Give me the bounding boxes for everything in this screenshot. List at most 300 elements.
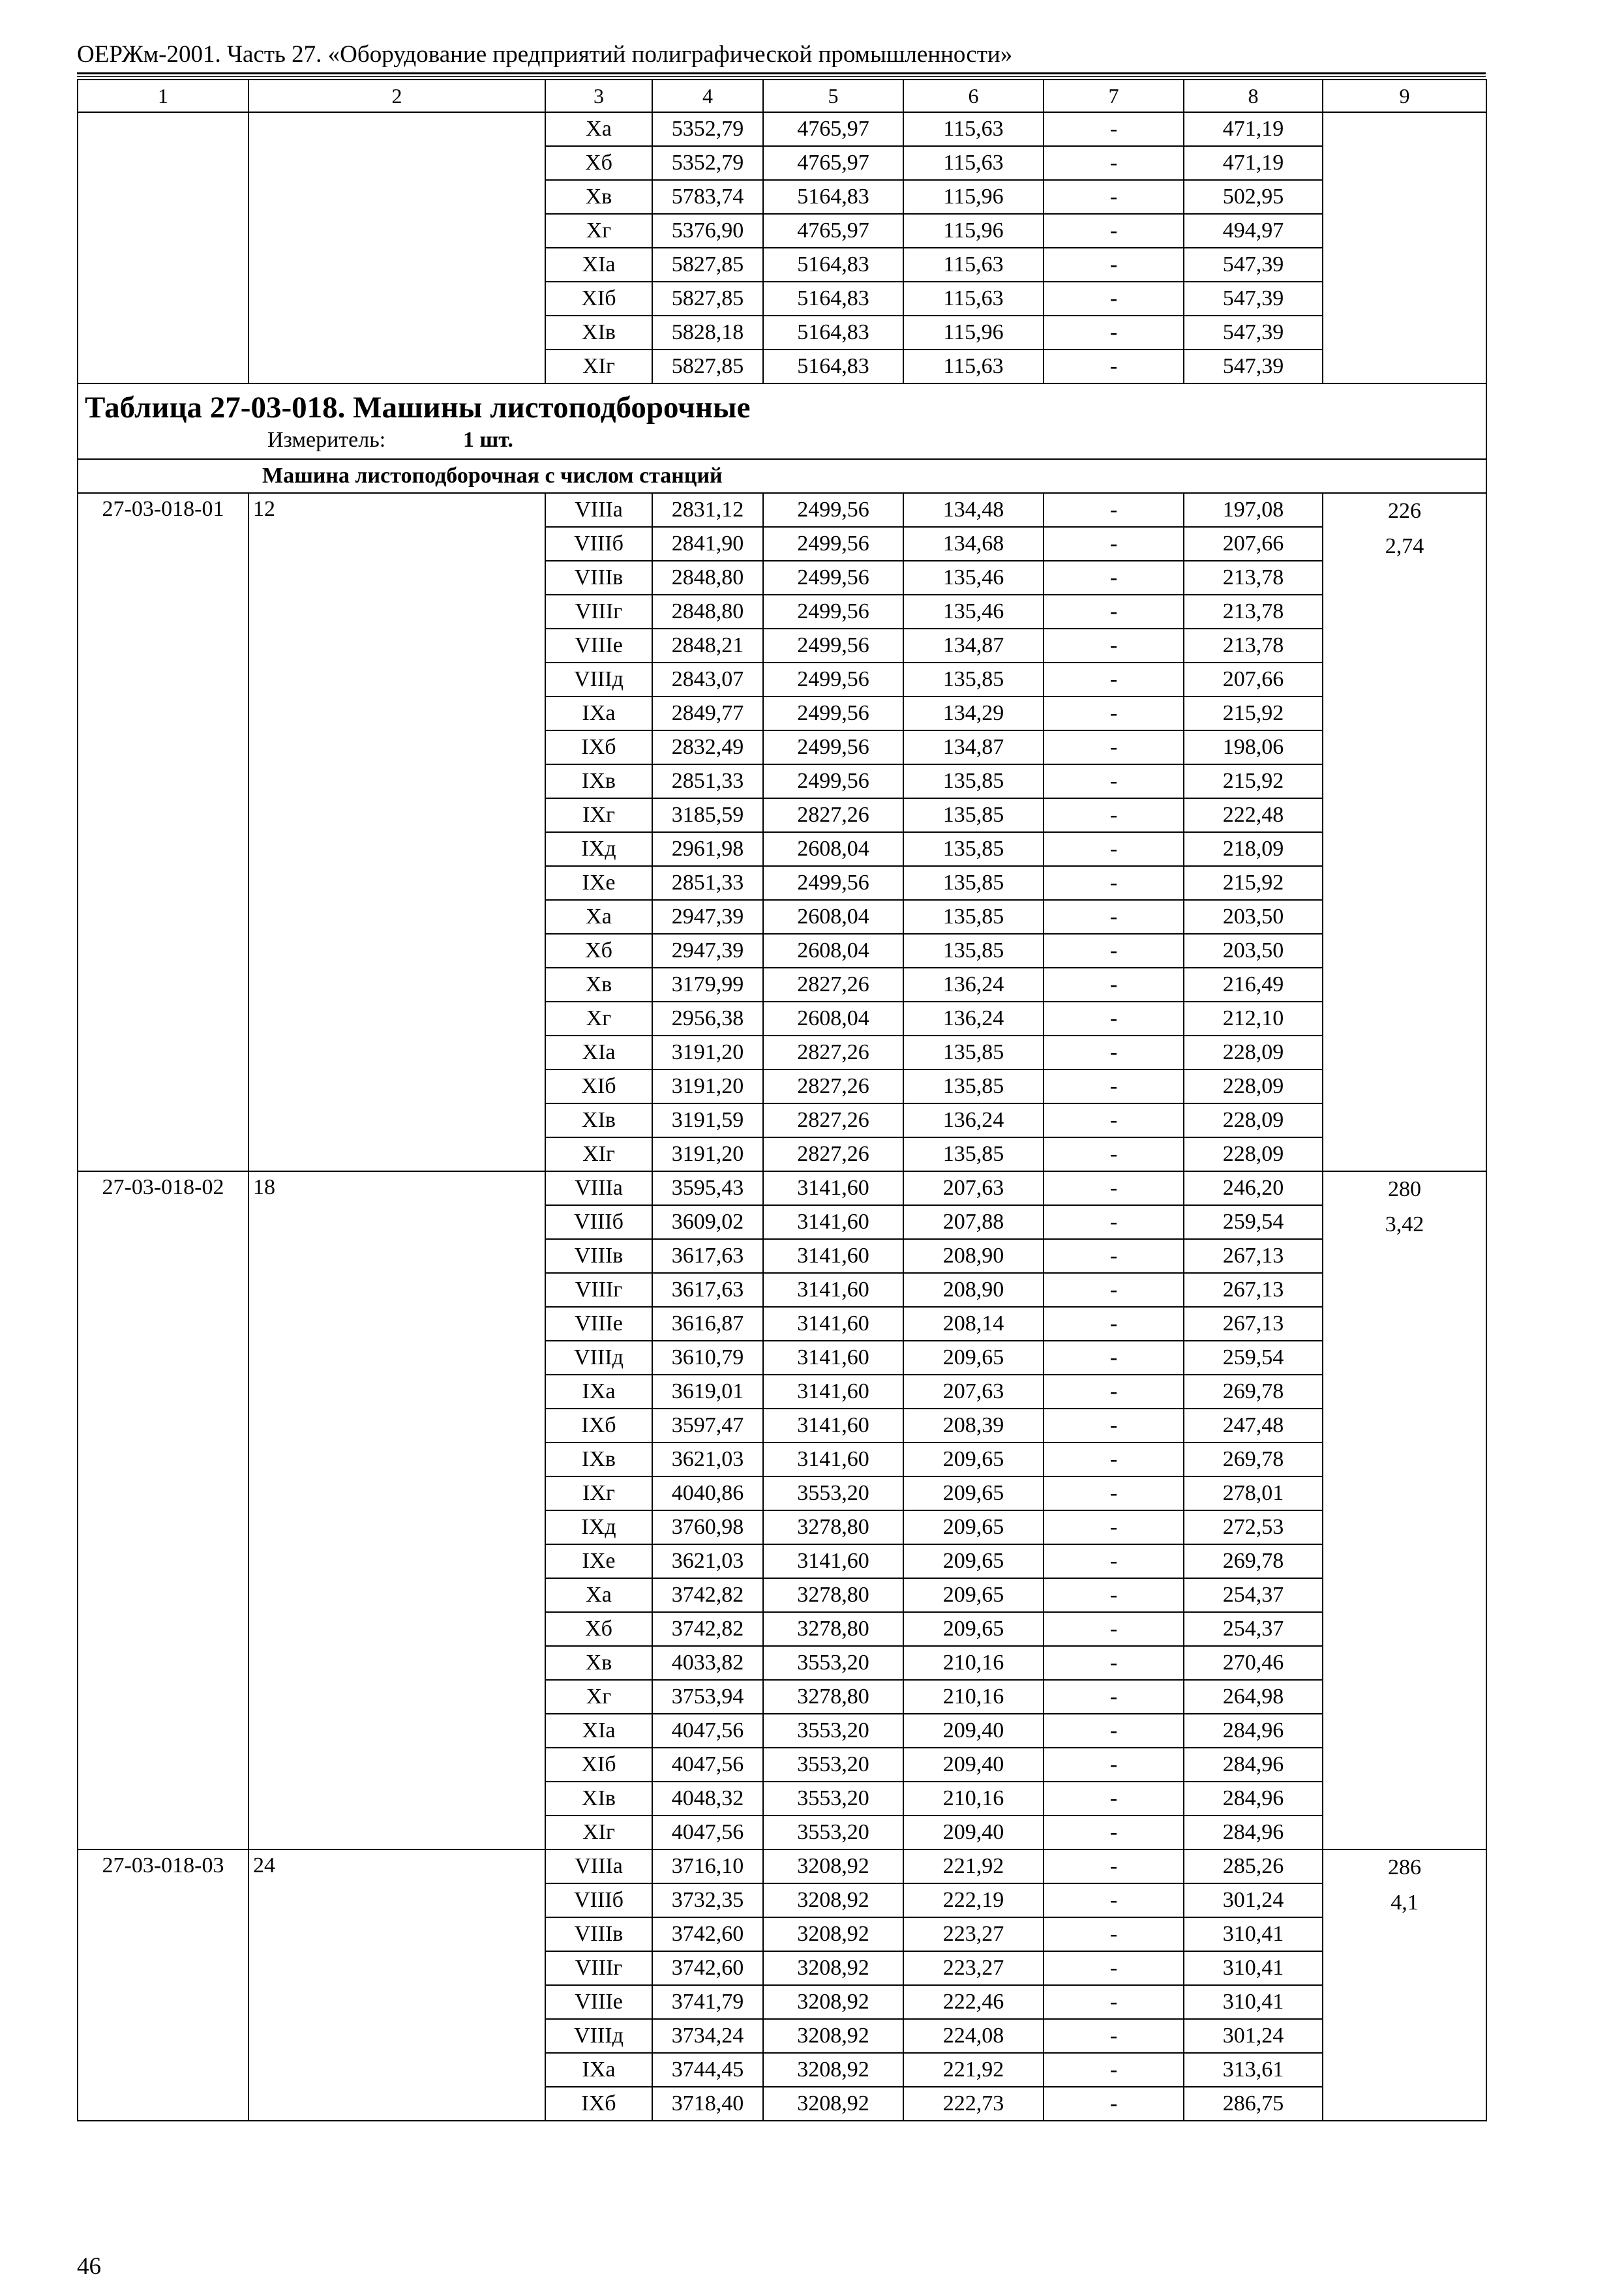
column-number-cell: 4	[652, 80, 763, 112]
value-cell: VIIIв	[545, 1239, 652, 1273]
value-cell: XIв	[545, 1782, 652, 1816]
page-number: 46	[77, 2253, 101, 2280]
column-number-row	[78, 80, 1486, 112]
value-cell: -	[1044, 595, 1184, 629]
col9-value: 280	[1388, 1177, 1421, 1201]
value-cell: 2841,90	[652, 527, 763, 561]
code-cell: 27-03-018-01	[78, 493, 248, 1171]
value-cell: 270,46	[1184, 1646, 1323, 1680]
value-cell: IXв	[545, 1443, 652, 1476]
value-cell: XIв	[545, 316, 652, 350]
value-cell: 547,39	[1184, 248, 1323, 282]
value-cell: 222,48	[1184, 798, 1323, 832]
value-cell: 203,50	[1184, 934, 1323, 968]
value-cell: 2499,56	[763, 866, 903, 900]
value-cell: 215,92	[1184, 764, 1323, 798]
value-cell: -	[1044, 730, 1184, 764]
value-cell: 210,16	[903, 1782, 1044, 1816]
value-cell: -	[1044, 1341, 1184, 1375]
value-cell: IXe	[545, 866, 652, 900]
value-cell: -	[1044, 1646, 1184, 1680]
col9-cell	[1323, 1171, 1486, 1849]
value-cell: 221,92	[903, 2053, 1044, 2087]
value-cell: -	[1044, 629, 1184, 663]
value-cell: VIIIг	[545, 1951, 652, 1985]
col9-value: 286	[1388, 1855, 1421, 1879]
value-cell: 269,78	[1184, 1443, 1323, 1476]
value-cell: -	[1044, 764, 1184, 798]
value-cell: 3208,92	[763, 1849, 903, 1883]
value-cell: 197,08	[1184, 493, 1323, 527]
value-cell: 3742,60	[652, 1917, 763, 1951]
value-cell: 207,63	[903, 1171, 1044, 1205]
value-cell: 136,24	[903, 1103, 1044, 1137]
value-cell: -	[1044, 1273, 1184, 1307]
value-cell: -	[1044, 282, 1184, 316]
value-cell: 3141,60	[763, 1307, 903, 1341]
value-cell: -	[1044, 2053, 1184, 2087]
value-cell: Xa	[545, 112, 652, 146]
value-cell: -	[1044, 1070, 1184, 1103]
stations-cell: 24	[248, 1849, 545, 2121]
value-cell: 278,01	[1184, 1476, 1323, 1510]
value-cell: VIIIд	[545, 663, 652, 696]
value-cell: 3191,59	[652, 1103, 763, 1137]
value-cell: -	[1044, 866, 1184, 900]
value-cell: 3617,63	[652, 1273, 763, 1307]
measure-row	[85, 426, 1479, 458]
value-cell: 2827,26	[763, 1070, 903, 1103]
value-cell: -	[1044, 146, 1184, 180]
value-cell: VIIIб	[545, 1883, 652, 1917]
value-cell: 313,61	[1184, 2053, 1323, 2087]
value-cell: 5352,79	[652, 146, 763, 180]
value-cell: 209,65	[903, 1510, 1044, 1544]
value-cell: 135,46	[903, 561, 1044, 595]
value-cell: 3718,40	[652, 2087, 763, 2121]
col9-value: 4,1	[1391, 1891, 1419, 1915]
value-cell: -	[1044, 798, 1184, 832]
value-cell: 3185,59	[652, 798, 763, 832]
value-cell: -	[1044, 1612, 1184, 1646]
value-cell: IXe	[545, 1544, 652, 1578]
value-cell: -	[1044, 350, 1184, 383]
value-cell: 222,46	[903, 1985, 1044, 2019]
code-cell: 27-03-018-02	[78, 1171, 248, 1849]
value-cell: 115,63	[903, 112, 1044, 146]
column-number-cell: 7	[1044, 80, 1184, 112]
value-cell: 4047,56	[652, 1748, 763, 1782]
value-cell: Xa	[545, 1578, 652, 1612]
value-cell: 4048,32	[652, 1782, 763, 1816]
value-cell: Xб	[545, 146, 652, 180]
value-cell: 2947,39	[652, 900, 763, 934]
col9-cell	[1323, 493, 1486, 1171]
column-number-cell: 9	[1323, 80, 1486, 112]
code-cell	[78, 112, 248, 383]
value-cell: 134,87	[903, 629, 1044, 663]
value-cell: 3553,20	[763, 1816, 903, 1849]
value-cell: 259,54	[1184, 1341, 1323, 1375]
value-cell: 267,13	[1184, 1307, 1323, 1341]
value-cell: 135,85	[903, 1036, 1044, 1070]
value-cell: -	[1044, 1443, 1184, 1476]
value-cell: 3553,20	[763, 1646, 903, 1680]
value-cell: 2848,80	[652, 561, 763, 595]
value-cell: 3208,92	[763, 2019, 903, 2053]
value-cell: Xв	[545, 1646, 652, 1680]
value-cell: 4047,56	[652, 1714, 763, 1748]
value-cell: Xг	[545, 1680, 652, 1714]
value-cell: 2499,56	[763, 561, 903, 595]
value-cell: IXб	[545, 2087, 652, 2121]
value-cell: -	[1044, 1205, 1184, 1239]
value-cell: 3753,94	[652, 1680, 763, 1714]
value-cell: 3744,45	[652, 2053, 763, 2087]
measure-label: Измеритель:	[267, 428, 386, 452]
value-cell: 209,65	[903, 1612, 1044, 1646]
value-cell: 115,63	[903, 350, 1044, 383]
value-cell: 5827,85	[652, 350, 763, 383]
value-cell: 228,09	[1184, 1036, 1323, 1070]
value-cell: 3553,20	[763, 1782, 903, 1816]
value-cell: 3621,03	[652, 1544, 763, 1578]
value-cell: 272,53	[1184, 1510, 1323, 1544]
value-cell: 221,92	[903, 1849, 1044, 1883]
header-rule-thin	[77, 76, 1486, 77]
code-cell: 27-03-018-03	[78, 1849, 248, 2121]
value-cell: 208,90	[903, 1239, 1044, 1273]
value-cell: 3595,43	[652, 1171, 763, 1205]
value-cell: 3141,60	[763, 1409, 903, 1443]
value-cell: VIIIa	[545, 493, 652, 527]
col9-value: 3,42	[1385, 1212, 1424, 1236]
value-cell: 209,65	[903, 1544, 1044, 1578]
value-cell: VIIIa	[545, 1849, 652, 1883]
value-cell: 4765,97	[763, 112, 903, 146]
value-cell: 2827,26	[763, 968, 903, 1002]
value-cell: 210,16	[903, 1646, 1044, 1680]
value-cell: 213,78	[1184, 629, 1323, 663]
value-cell: 254,37	[1184, 1578, 1323, 1612]
value-cell: -	[1044, 1409, 1184, 1443]
value-cell: 207,88	[903, 1205, 1044, 1239]
value-cell: 136,24	[903, 968, 1044, 1002]
value-cell: 246,20	[1184, 1171, 1323, 1205]
value-cell: VIIIa	[545, 1171, 652, 1205]
value-cell: 215,92	[1184, 866, 1323, 900]
value-cell: Xв	[545, 968, 652, 1002]
value-cell: 2832,49	[652, 730, 763, 764]
column-number-cell: 6	[903, 80, 1044, 112]
value-cell: -	[1044, 112, 1184, 146]
value-cell: -	[1044, 1578, 1184, 1612]
value-cell: 135,85	[903, 764, 1044, 798]
value-cell: 3141,60	[763, 1205, 903, 1239]
value-cell: 134,29	[903, 696, 1044, 730]
value-cell: Xa	[545, 900, 652, 934]
value-cell: -	[1044, 1002, 1184, 1036]
value-cell: 5827,85	[652, 248, 763, 282]
value-cell: 3208,92	[763, 1951, 903, 1985]
value-cell: 4765,97	[763, 214, 903, 248]
value-cell: 228,09	[1184, 1070, 1323, 1103]
value-cell: 2827,26	[763, 1137, 903, 1171]
value-cell: 2831,12	[652, 493, 763, 527]
value-cell: 5828,18	[652, 316, 763, 350]
value-cell: 222,19	[903, 1883, 1044, 1917]
value-cell: 3208,92	[763, 2087, 903, 2121]
value-cell: 2851,33	[652, 764, 763, 798]
value-cell: 3179,99	[652, 968, 763, 1002]
value-cell: 5164,83	[763, 316, 903, 350]
value-cell: 3553,20	[763, 1748, 903, 1782]
value-cell: 284,96	[1184, 1816, 1323, 1849]
value-cell: 213,78	[1184, 595, 1323, 629]
value-cell: 212,10	[1184, 1002, 1323, 1036]
value-cell: 3617,63	[652, 1239, 763, 1273]
value-cell: 209,65	[903, 1443, 1044, 1476]
value-cell: -	[1044, 1375, 1184, 1409]
value-cell: 213,78	[1184, 561, 1323, 595]
value-cell: -	[1044, 1951, 1184, 1985]
value-cell: Xг	[545, 214, 652, 248]
value-cell: 2608,04	[763, 832, 903, 866]
value-cell: 284,96	[1184, 1748, 1323, 1782]
table-row	[78, 1849, 1486, 1883]
value-cell: 2499,56	[763, 595, 903, 629]
value-cell: XIa	[545, 1714, 652, 1748]
value-cell: 3760,98	[652, 1510, 763, 1544]
value-cell: 3742,60	[652, 1951, 763, 1985]
measure-value: 1 шт.	[463, 428, 513, 452]
value-cell: 471,19	[1184, 146, 1323, 180]
value-cell: 2499,56	[763, 730, 903, 764]
value-cell: 286,75	[1184, 2087, 1323, 2121]
value-cell: 3208,92	[763, 1985, 903, 2019]
value-cell: 3716,10	[652, 1849, 763, 1883]
value-cell: -	[1044, 1544, 1184, 1578]
value-cell: Xб	[545, 1612, 652, 1646]
value-cell: 264,98	[1184, 1680, 1323, 1714]
table-subtitle: Машина листоподборочная с числом станций	[78, 459, 1486, 493]
value-cell: 2851,33	[652, 866, 763, 900]
col9-cell	[1323, 1849, 1486, 2121]
value-cell: 135,85	[903, 798, 1044, 832]
value-cell: -	[1044, 1137, 1184, 1171]
value-cell: 135,46	[903, 595, 1044, 629]
column-number-cell: 5	[763, 80, 903, 112]
value-cell: 208,90	[903, 1273, 1044, 1307]
table-row	[78, 1171, 1486, 1205]
value-cell: 3208,92	[763, 1917, 903, 1951]
value-cell: 134,87	[903, 730, 1044, 764]
value-cell: 208,14	[903, 1307, 1044, 1341]
table-title-row	[78, 383, 1486, 459]
value-cell: 2499,56	[763, 696, 903, 730]
value-cell: 3141,60	[763, 1273, 903, 1307]
value-cell: VIIIд	[545, 1341, 652, 1375]
value-cell: IXг	[545, 1476, 652, 1510]
value-cell: VIIIe	[545, 1985, 652, 2019]
stations-cell	[248, 112, 545, 383]
value-cell: 135,85	[903, 832, 1044, 866]
value-cell: -	[1044, 1883, 1184, 1917]
value-cell: -	[1044, 248, 1184, 282]
value-cell: 5376,90	[652, 214, 763, 248]
value-cell: -	[1044, 1782, 1184, 1816]
value-cell: 222,73	[903, 2087, 1044, 2121]
value-cell: 223,27	[903, 1951, 1044, 1985]
value-cell: XIг	[545, 350, 652, 383]
value-cell: IXд	[545, 832, 652, 866]
value-cell: 209,40	[903, 1816, 1044, 1849]
value-cell: 115,96	[903, 180, 1044, 214]
table-row	[78, 112, 1486, 146]
value-cell: -	[1044, 561, 1184, 595]
value-cell: 3278,80	[763, 1612, 903, 1646]
value-cell: 223,27	[903, 1917, 1044, 1951]
value-cell: IXa	[545, 1375, 652, 1409]
value-cell: -	[1044, 968, 1184, 1002]
value-cell: 209,40	[903, 1714, 1044, 1748]
value-cell: 471,19	[1184, 112, 1323, 146]
value-cell: 269,78	[1184, 1544, 1323, 1578]
value-cell: 2608,04	[763, 900, 903, 934]
value-cell: 5827,85	[652, 282, 763, 316]
value-cell: 210,16	[903, 1680, 1044, 1714]
value-cell: XIг	[545, 1816, 652, 1849]
value-cell: IXб	[545, 1409, 652, 1443]
value-cell: 224,08	[903, 2019, 1044, 2053]
value-cell: -	[1044, 2087, 1184, 2121]
value-cell: VIIIв	[545, 561, 652, 595]
value-cell: 115,63	[903, 282, 1044, 316]
value-cell: 547,39	[1184, 282, 1323, 316]
value-cell: 3141,60	[763, 1239, 903, 1273]
value-cell: 3141,60	[763, 1171, 903, 1205]
value-cell: IXб	[545, 730, 652, 764]
value-cell: -	[1044, 696, 1184, 730]
rates-table-body	[78, 80, 1486, 2121]
value-cell: 208,39	[903, 1409, 1044, 1443]
rates-table	[77, 79, 1487, 2121]
table-title: Таблица 27-03-018. Машины листоподборочные	[85, 391, 751, 425]
stations-cell: 12	[248, 493, 545, 1171]
value-cell: 547,39	[1184, 316, 1323, 350]
col9-value: 2,74	[1385, 534, 1424, 558]
value-cell: 259,54	[1184, 1205, 1323, 1239]
value-cell: -	[1044, 1510, 1184, 1544]
value-cell: 3732,35	[652, 1883, 763, 1917]
value-cell: IXв	[545, 764, 652, 798]
value-cell: VIIIд	[545, 2019, 652, 2053]
value-cell: -	[1044, 1036, 1184, 1070]
value-cell: -	[1044, 214, 1184, 248]
value-cell: 3619,01	[652, 1375, 763, 1409]
value-cell: 3734,24	[652, 2019, 763, 2053]
value-cell: -	[1044, 1985, 1184, 2019]
value-cell: 209,65	[903, 1341, 1044, 1375]
value-cell: 3553,20	[763, 1714, 903, 1748]
value-cell: 2499,56	[763, 527, 903, 561]
value-cell: 5352,79	[652, 112, 763, 146]
value-cell: 3616,87	[652, 1307, 763, 1341]
value-cell: 134,48	[903, 493, 1044, 527]
value-cell: -	[1044, 934, 1184, 968]
value-cell: Xб	[545, 934, 652, 968]
value-cell: 310,41	[1184, 1917, 1323, 1951]
value-cell: 2608,04	[763, 1002, 903, 1036]
value-cell: 3553,20	[763, 1476, 903, 1510]
stations-cell: 18	[248, 1171, 545, 1849]
value-cell: XIв	[545, 1103, 652, 1137]
value-cell: -	[1044, 1714, 1184, 1748]
column-number-cell: 2	[248, 80, 545, 112]
value-cell: -	[1044, 1307, 1184, 1341]
value-cell: Xв	[545, 180, 652, 214]
value-cell: 115,96	[903, 316, 1044, 350]
subtitle-row	[78, 459, 1486, 493]
value-cell: 3141,60	[763, 1544, 903, 1578]
value-cell: 301,24	[1184, 1883, 1323, 1917]
value-cell: -	[1044, 900, 1184, 934]
value-cell: 2956,38	[652, 1002, 763, 1036]
value-cell: 2499,56	[763, 663, 903, 696]
value-cell: VIIIг	[545, 595, 652, 629]
value-cell: 547,39	[1184, 350, 1323, 383]
column-number-cell: 8	[1184, 80, 1323, 112]
value-cell: -	[1044, 2019, 1184, 2053]
value-cell: VIIIв	[545, 1917, 652, 1951]
value-cell: 3742,82	[652, 1578, 763, 1612]
value-cell: 207,63	[903, 1375, 1044, 1409]
table-title-cell	[78, 383, 1486, 459]
value-cell: 216,49	[1184, 968, 1323, 1002]
value-cell: 267,13	[1184, 1239, 1323, 1273]
value-cell: XIг	[545, 1137, 652, 1171]
value-cell: VIIIг	[545, 1273, 652, 1307]
value-cell: -	[1044, 527, 1184, 561]
value-cell: 135,85	[903, 1070, 1044, 1103]
value-cell: 284,96	[1184, 1782, 1323, 1816]
value-cell: 3141,60	[763, 1375, 903, 1409]
value-cell: 3597,47	[652, 1409, 763, 1443]
value-cell: -	[1044, 1748, 1184, 1782]
value-cell: Xг	[545, 1002, 652, 1036]
value-cell: 115,63	[903, 248, 1044, 282]
value-cell: 2827,26	[763, 1103, 903, 1137]
value-cell: IXд	[545, 1510, 652, 1544]
col9-cell	[1323, 112, 1486, 383]
value-cell: 3278,80	[763, 1680, 903, 1714]
value-cell: VIIIб	[545, 1205, 652, 1239]
value-cell: 2961,98	[652, 832, 763, 866]
value-cell: XIб	[545, 282, 652, 316]
value-cell: 3609,02	[652, 1205, 763, 1239]
value-cell: -	[1044, 1680, 1184, 1714]
table-row	[78, 493, 1486, 527]
header-rule-thick	[77, 72, 1486, 74]
value-cell: XIб	[545, 1070, 652, 1103]
value-cell: 2499,56	[763, 629, 903, 663]
value-cell: 136,24	[903, 1002, 1044, 1036]
value-cell: 209,65	[903, 1476, 1044, 1510]
value-cell: 115,96	[903, 214, 1044, 248]
value-cell: 3621,03	[652, 1443, 763, 1476]
page-header: ОЕРЖм-2001. Часть 27. «Оборудование предприятий полиграфической промышленности»	[77, 41, 1013, 68]
value-cell: 2947,39	[652, 934, 763, 968]
